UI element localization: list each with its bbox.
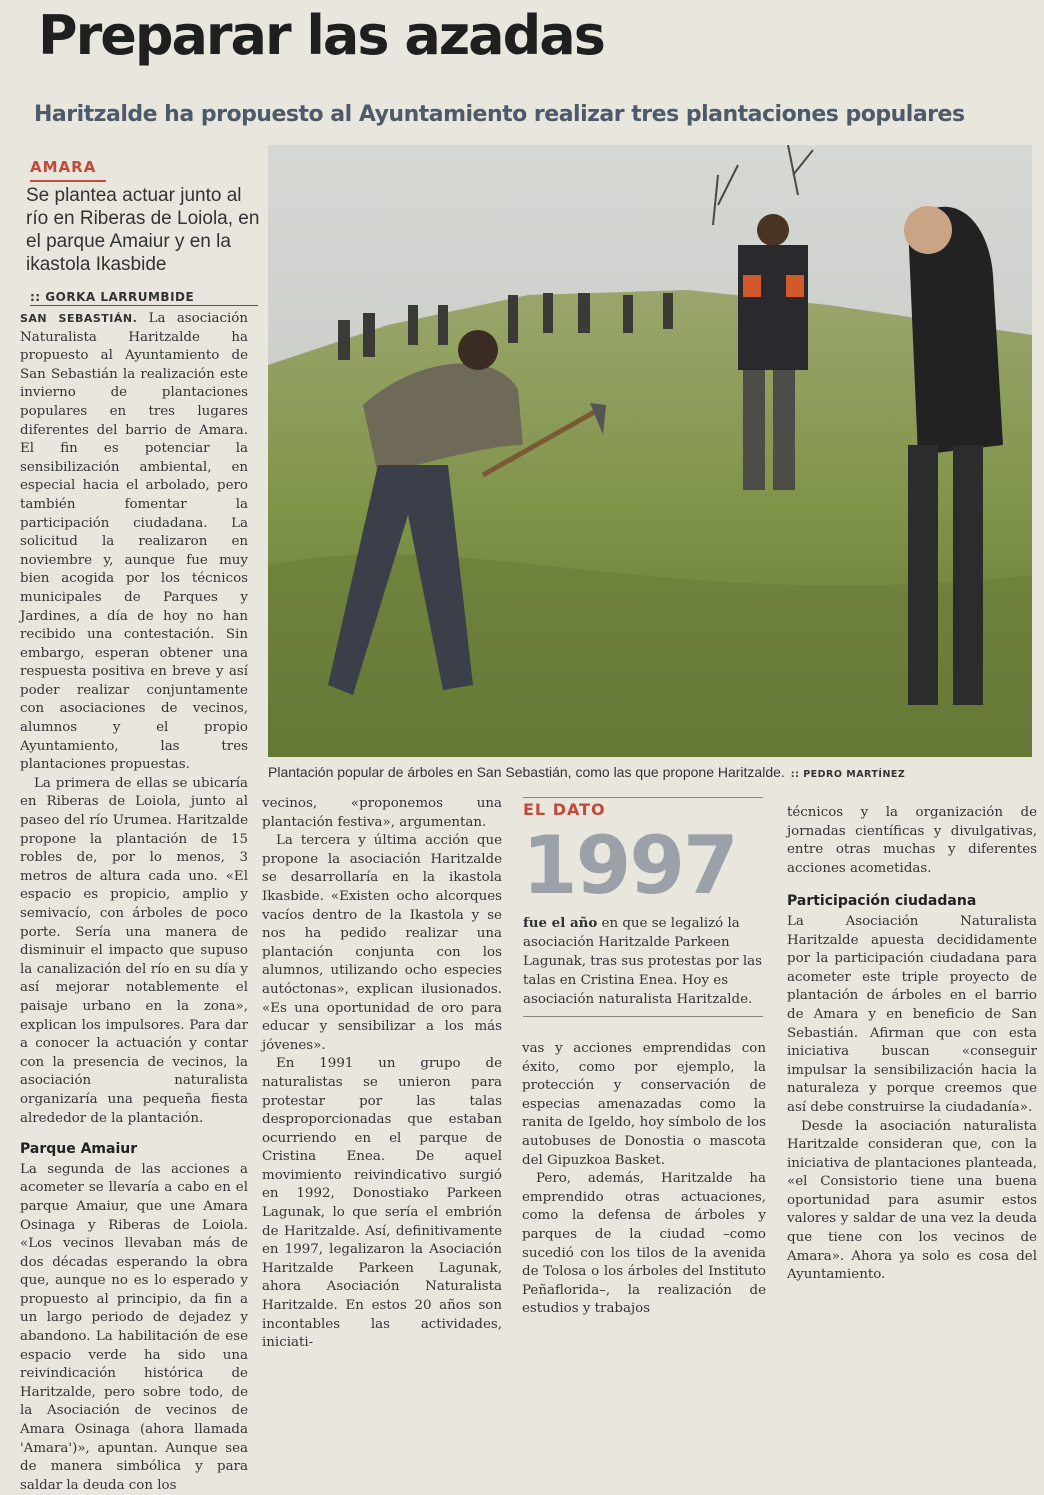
dato-rule-bottom: [523, 1016, 763, 1017]
dato-label: EL DATO: [523, 800, 606, 819]
subtitle-parque-amaiur: Parque Amaiur: [20, 1141, 138, 1158]
dato-text-body: en que se legalizó la asociación Haritzalde Parkeen Lagunak, tras sus protestas por las talas en Cristina Enea. Hoy es asociación naturalista Haritzalde.: [523, 916, 762, 1007]
col2-paragraph-3: En 1991 un grupo de naturalistas se unieron para protestar por las talas desproporcionadas que estaban ocurriendo en el parque de Cristina Enea. De aquel movimiento reivindicativo surgió en 1992, Donostiako Parkeen Lagunak, lo que sería el embrión de Haritzalde. Así, definitivamente en 1997, legalizaron la Asociación Haritzalde Parkeen Lagunak, ahora Asociación Naturalista Haritzalde. En estos 20 años son incontables las actividades, iniciati-: [262, 1056, 502, 1351]
photo-illustration: [268, 145, 1032, 757]
section-rule: [30, 180, 106, 182]
subtitle-participacion: Participación ciudadana: [787, 893, 977, 910]
col1-p1-text: La asociación Naturalista Haritzalde ha propuesto al Ayuntamiento de San Sebastián la realización este invierno de plantaciones populares en tres lugares diferentes del barrio de Amara. El fin es potenciar la sensibilización ambiental, en especial hacia el arbolado, pero también fomentar la participación ciudadana. La solicitud la realizaron en noviembre y, aunque fue muy bien acogida por los técnicos municipales de Parques y Jardines, a día de hoy no han recibido una contestación. Sin embargo, esperan obtener una respuesta positiva en breve y así poder realizar conjuntamente con asociaciones de vecinos, alumnos y el propio Ayuntamiento, las tres plantaciones propuestas.: [20, 311, 248, 773]
subheadline: Haritzalde ha propuesto al Ayuntamiento realizar tres plantaciones populares: [34, 102, 965, 127]
col4-paragraph-2: La Asociación Naturalista Haritzalde apuesta decididamente por la participación ciudadana para acometer este triple proyecto de plantación de árboles en el barrio de Amara y en beneficio de San Sebastián. Afirman que con esta iniciativa buscan «conseguir impulsar la sensibilización hacia la naturaleza y porque creemos que así debe construirse la ciudadanía».: [787, 913, 1037, 1115]
col3-paragraph-1: vas y acciones emprendidas con éxito, como por ejemplo, la protección y conservación de especias amenazadas como la ranita de Igeldo, hoy símbolo de los autobuses de Donostia o mascota del Gipuzkoa Basket.: [522, 1041, 766, 1168]
photo-caption: [268, 764, 905, 780]
dato-text: [523, 914, 763, 1009]
dato-number: 1997: [522, 819, 737, 912]
column-1: [20, 310, 248, 1495]
col2-paragraph-1: vecinos, «proponemos una plantación festiva», argumentan.: [262, 796, 502, 830]
dato-text-lead: fue el año: [523, 915, 598, 931]
byline: :: GORKA LARRUMBIDE: [30, 290, 195, 304]
col1-paragraph-1: [20, 310, 248, 775]
photo-tree-planting: [268, 145, 1032, 757]
col1-paragraph-3: La segunda de las acciones a acometer se llevaría a cabo en el parque Amaiur, que une Amara Osinaga y Riberas de Loiola. «Los vecinos llevaban más de dos décadas esperando la obra que, aunque no es lo esperado y propuesto al principio, da fin a un largo periodo de dejadez y abandono. La habilitación de ese espacio verde ha sido una reivindicación histórica de Haritzalde, pero sobre todo, de la Asociación de vecinos de Amara Osinaga (ahora llamada 'Amara')», apuntan. Aunque sea de manera simbólica y para saldar la deuda con los: [20, 1161, 248, 1493]
col2-paragraph-2: La tercera y última acción que propone la asociación Haritzalde se desarrollaría en la ikastola Ikasbide. «Existen ocho alcorques vacíos dentro de la Ikastola y se nos ha pedido realizar una plantación conjunta con los alumnos, utilizando ocho especies autóctonas», explican ilusionados. «Es una oportunidad de oro para educar y sensibilizar a los más jóvenes».: [262, 833, 502, 1053]
headline: Preparar las azadas: [38, 4, 604, 67]
caption-text: Plantación popular de árboles en San Sebastián, como las que propone Haritzalde.: [268, 764, 785, 780]
photo-credit: :: PEDRO MARTÍNEZ: [790, 769, 906, 780]
lede: Se plantea actuar junto al río en Riberas de Loiola, en el parque Amaiur y en la ikastola Ikasbide: [26, 185, 260, 275]
byline-rule: [30, 305, 258, 306]
col4-paragraph-3: Desde la asociación naturalista Haritzalde consideran que, con la iniciativa de plantaciones planteada, «el Consistorio tiene una buena oportunidad para asumir estos valores y saldar de una vez la deuda que tiene con los vecinos de Amara». Ahora ya solo es cosa del Ayuntamiento.: [787, 1118, 1037, 1283]
col4-paragraph-1: técnicos y la organización de jornadas científicas y divulgativas, entre otras muchas y diferentes acciones acometidas.: [787, 805, 1037, 876]
dateline: SAN SEBASTIÁN.: [20, 312, 138, 325]
dato-rule-top: [523, 797, 763, 798]
column-3: [522, 1040, 766, 1319]
col3-paragraph-2: Pero, además, Haritzalde ha emprendido otras actuaciones, como la defensa de árboles y parques de la ciudad –como sucedió con los tilos de la avenida de Tolosa o los árboles del Instituto Peñaflorida–, la realización de estudios y trabajos: [522, 1171, 766, 1317]
column-2: [262, 795, 502, 1353]
section-tag: AMARA: [30, 158, 97, 176]
col1-paragraph-2: La primera de ellas se ubicaría en Riberas de Loiola, junto al paseo del río Urumea. Haritzalde propone la plantación de 15 robles de, por lo menos, 3 metros de altura cada uno. «El espacio es propicio, amplio y semivacío, con árboles de poco porte. Sería una manera de disminuir el impacto que supuso la canalización del río en su día y así mejorar notablemente el paisaje urbano en la zona», explican los impulsores. Para dar a conocer la actuación y contar con la presencia de vecinos, la asociación naturalista organizaría una pequeña fiesta alrededor de la plantación.: [20, 775, 248, 1126]
column-4: [787, 804, 1037, 1285]
